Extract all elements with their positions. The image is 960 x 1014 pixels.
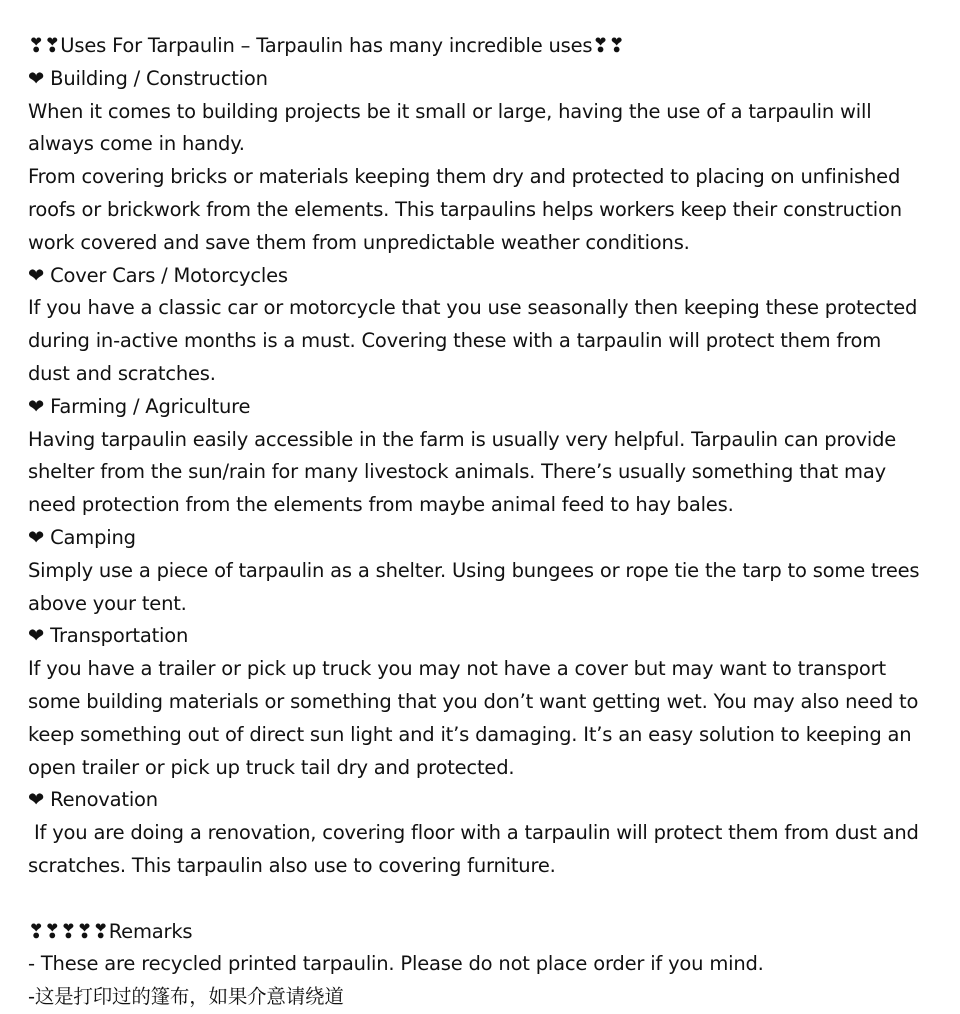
section-paragraph: Having tarpaulin easily accessible in the farm is usually very helpful. Tarpaulin can provide shelter from the sun/rain for many livestock animals. There’s usually something that may need protection from the elements from maybe animal feed to hay bales. bbox=[28, 427, 903, 517]
description-content bbox=[28, 30, 928, 1014]
section-paragraph: If you are doing a renovation, covering floor with a tarpaulin will protect them from dust and scratches. This tarpaulin also use to covering furniture. bbox=[28, 821, 925, 877]
section-heading bbox=[28, 63, 928, 96]
heart-icon: ❤ bbox=[28, 66, 45, 90]
heart-icon: ❤ bbox=[28, 525, 45, 549]
remarks-heading bbox=[28, 916, 928, 949]
heart-icon: ❤ bbox=[28, 788, 45, 812]
section-paragraph: If you have a classic car or motorcycle that you use seasonally then keeping these protected during in-active months is a must. Covering these with a tarpaulin will protect them from dust and scratches. bbox=[28, 296, 924, 385]
heart-icon: ❤ bbox=[28, 263, 45, 287]
hearts-exclamation-icon: ❣❣ bbox=[28, 34, 61, 57]
section-paragraph: Simply use a piece of tarpaulin as a shelter. Using bungees or rope tie the tarp to some trees above your tent. bbox=[28, 558, 926, 615]
section-heading-text: Camping bbox=[50, 525, 136, 549]
section-paragraph: If you have a trailer or pick up truck you may not have a cover but may want to transport some building materials or something that you don’t want getting wet. You may also need to keep something out of direct sun light and it’s damaging. It’s an easy solution to keeping an open trailer or pick up truck tail dry and protected. bbox=[28, 657, 925, 779]
section-heading bbox=[28, 784, 928, 817]
section-paragraph: From covering bricks or materials keeping them dry and protected to placing on unfinished roofs or brickwork from the elements. This tarpaulins helps workers keep their construction work covered and save them from unpredictable weather conditions. bbox=[28, 165, 908, 254]
remarks-line: - These are recycled printed tarpaulin. Please do not place order if you mind. bbox=[28, 952, 764, 976]
page-title-text: Uses For Tarpaulin – Tarpaulin has many incredible uses bbox=[60, 34, 593, 57]
section-heading bbox=[28, 260, 928, 293]
section-heading bbox=[28, 620, 928, 653]
heart-icon: ❤ bbox=[28, 624, 45, 648]
heart-icon: ❤ bbox=[28, 394, 45, 418]
sections bbox=[28, 63, 928, 883]
section-heading-text: Building / Construction bbox=[50, 66, 268, 90]
section-heading bbox=[28, 522, 928, 555]
spacer bbox=[28, 883, 928, 916]
section-heading-text: Renovation bbox=[50, 788, 158, 812]
section-heading-text: Cover Cars / Motorcycles bbox=[50, 263, 288, 287]
hearts-exclamation-icon: ❣❣ bbox=[592, 34, 625, 57]
section-heading bbox=[28, 391, 928, 424]
section-heading-text: Farming / Agriculture bbox=[50, 394, 251, 418]
hearts-exclamation-icon: ❣❣❣❣❣ bbox=[28, 919, 109, 943]
section-heading-text: Transportation bbox=[50, 624, 189, 648]
section-paragraph: When it comes to building projects be it small or large, having the use of a tarpaulin will always come in handy. bbox=[28, 99, 878, 156]
remarks-line: -这是打印过的篷布，如果介意请绕道 bbox=[28, 985, 344, 1009]
page-title bbox=[28, 30, 928, 63]
remarks-heading-text: Remarks bbox=[108, 919, 193, 943]
